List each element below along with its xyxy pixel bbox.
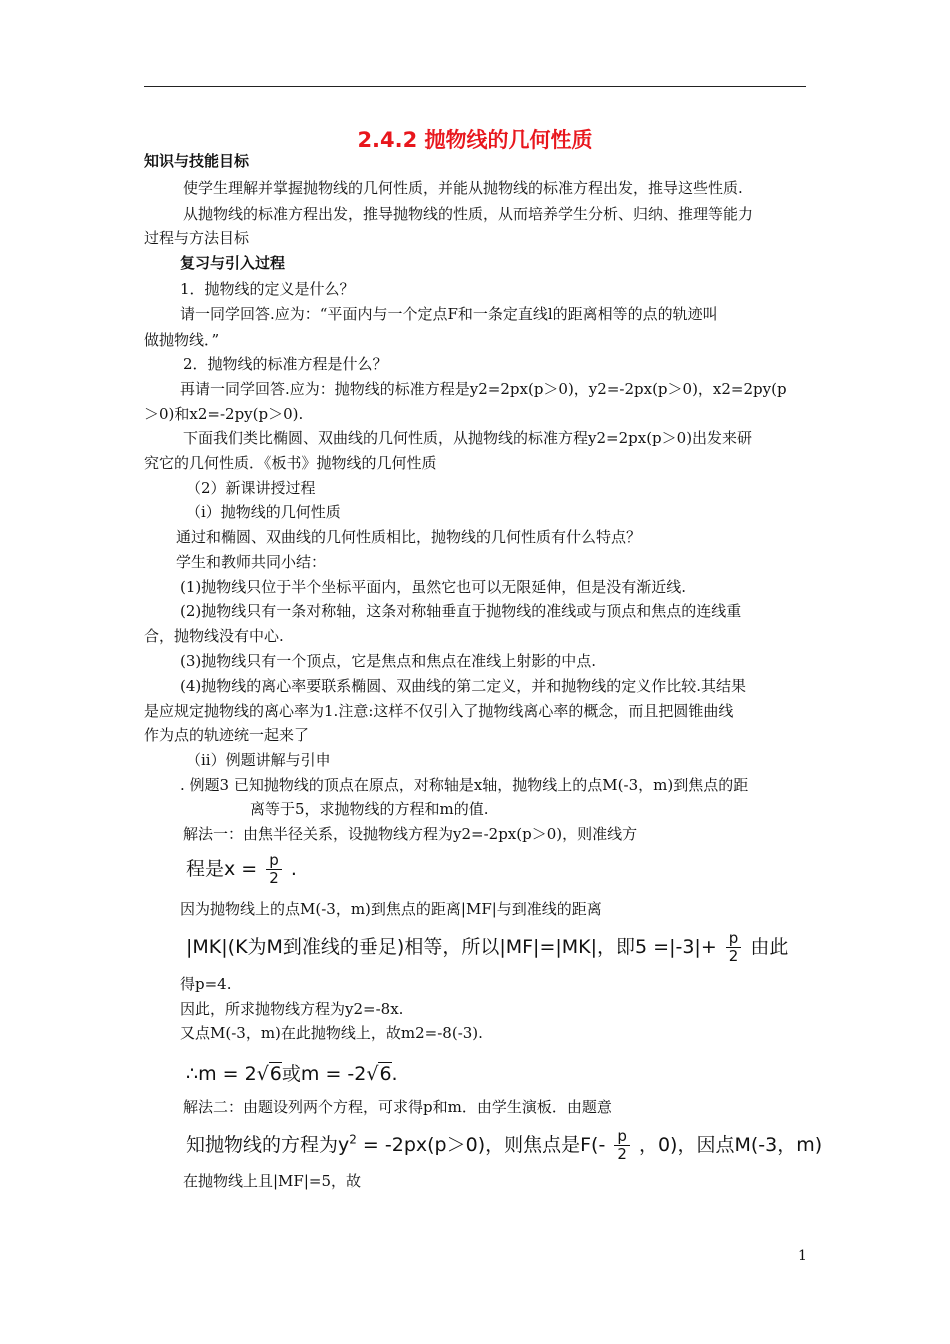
- paragraph-line: （i）抛物线的几何性质: [186, 503, 341, 521]
- paragraph-line: 因此，所求抛物线方程为y2=-8x.: [180, 1000, 404, 1018]
- equation-m-value: ∴m = 2√6或m = -2√6.: [186, 1063, 398, 1085]
- paragraph-line: (2)抛物线只有一条对称轴，这条对称轴垂直于抛物线的准线或与顶点和焦点的连线重: [180, 602, 742, 620]
- fraction: $\frac{p}{2}$: [614, 1128, 630, 1163]
- paragraph-line: 做抛物线．”: [144, 331, 220, 349]
- equation-directrix: 程是x = $\frac{p}{2}$ .: [186, 851, 297, 887]
- paragraph-line: 得p=4.: [180, 975, 232, 993]
- paragraph-line: 请一同学回答.应为：“平面内与一个定点F和一条定直线l的距离相等的点的轨迹叫: [180, 305, 718, 323]
- header-rule: [144, 86, 806, 87]
- paragraph-line: (4)抛物线的离心率要联系椭圆、双曲线的第二定义，并和抛物线的定义作比较.其结果: [180, 677, 747, 695]
- paragraph-line: 再请一同学回答.应为：抛物线的标准方程是y2=2px(p＞0)，y2=-2px(p＞0)，x2=2py(p: [180, 380, 787, 398]
- paragraph-line: 在抛物线上且|MF|=5，故: [183, 1172, 361, 1190]
- page-number: 1: [798, 1248, 807, 1264]
- fraction: $\frac{p}{2}$: [726, 930, 742, 965]
- paragraph-line: . 例题3 已知抛物线的顶点在原点，对称轴是x轴，抛物线上的点M(-3，m)到焦点的距: [180, 776, 749, 794]
- paragraph-line: 究它的几何性质．《板书》抛物线的几何性质: [144, 454, 437, 472]
- paragraph-line: 下面我们类比椭圆、双曲线的几何性质，从抛物线的标准方程y2=2px(p＞0)出发来研: [183, 429, 753, 447]
- paragraph-line: 是应规定抛物线的离心率为1.注意:这样不仅引入了抛物线离心率的概念，而且把圆锥曲线: [144, 702, 734, 720]
- paragraph-line: 合，抛物线没有中心.: [144, 627, 284, 645]
- paragraph-line: 解法二：由题设列两个方程，可求得p和m．由学生演板．由题意: [183, 1098, 612, 1116]
- page-title: 2.4.2 抛物线的几何性质: [357, 128, 593, 152]
- heading-review: 复习与引入过程: [180, 254, 286, 272]
- paragraph-line: 从抛物线的标准方程出发，推导抛物线的性质，从而培养学生分析、归纳、推理等能力: [183, 205, 754, 223]
- paragraph-line: （ii）例题讲解与引申: [186, 751, 331, 769]
- equation-focus: 知抛物线的方程为$y^2 = -2px(p>0)$，则焦点是F(- $\frac{p}{2}$ ，0)，因点M(-3，m): [186, 1127, 823, 1163]
- paragraph-line: 解法一：由焦半径关系，设抛物线方程为y2=-2px(p＞0)，则准线方: [183, 825, 638, 843]
- paragraph-line: 2．抛物线的标准方程是什么？: [183, 355, 388, 373]
- paragraph-line: 又点M(-3，m)在此抛物线上，故m2=-8(-3).: [180, 1024, 483, 1042]
- paragraph-line: 使学生理解并掌握抛物线的几何性质，并能从抛物线的标准方程出发，推导这些性质.: [183, 179, 743, 197]
- paragraph-line: 过程与方法目标: [144, 229, 250, 247]
- equation-mk: |MK|(K为M到准线的垂足)相等，所以|MF|=|MK|，即5 =|-3|+ $\frac{p}{2}$ 由此: [186, 929, 789, 965]
- paragraph-line: 学生和教师共同小结：: [176, 553, 327, 571]
- paragraph-line: (1)抛物线只位于半个坐标平面内，虽然它也可以无限延伸，但是没有渐近线.: [180, 578, 687, 596]
- paragraph-line: (3)抛物线只有一个顶点，它是焦点和焦点在准线上射影的中点.: [180, 652, 597, 670]
- paragraph-line: ＞0)和x2=-2py(p＞0).: [144, 405, 304, 423]
- fraction: $\frac{p}{2}$: [266, 852, 282, 887]
- paragraph-line: 作为点的轨迹统一起来了: [144, 726, 310, 744]
- paragraph-line: 通过和椭圆、双曲线的几何性质相比，抛物线的几何性质有什么特点？: [176, 528, 642, 546]
- paragraph-line: （2）新课讲授过程: [186, 479, 316, 497]
- paragraph-line: 离等于5，求抛物线的方程和m的值.: [250, 800, 489, 818]
- paragraph-line: 1．抛物线的定义是什么？: [180, 280, 355, 298]
- paragraph-line: 因为抛物线上的点M(-3，m)到焦点的距离|MF|与到准线的距离: [180, 900, 602, 918]
- heading-knowledge-goals: 知识与技能目标: [144, 152, 250, 170]
